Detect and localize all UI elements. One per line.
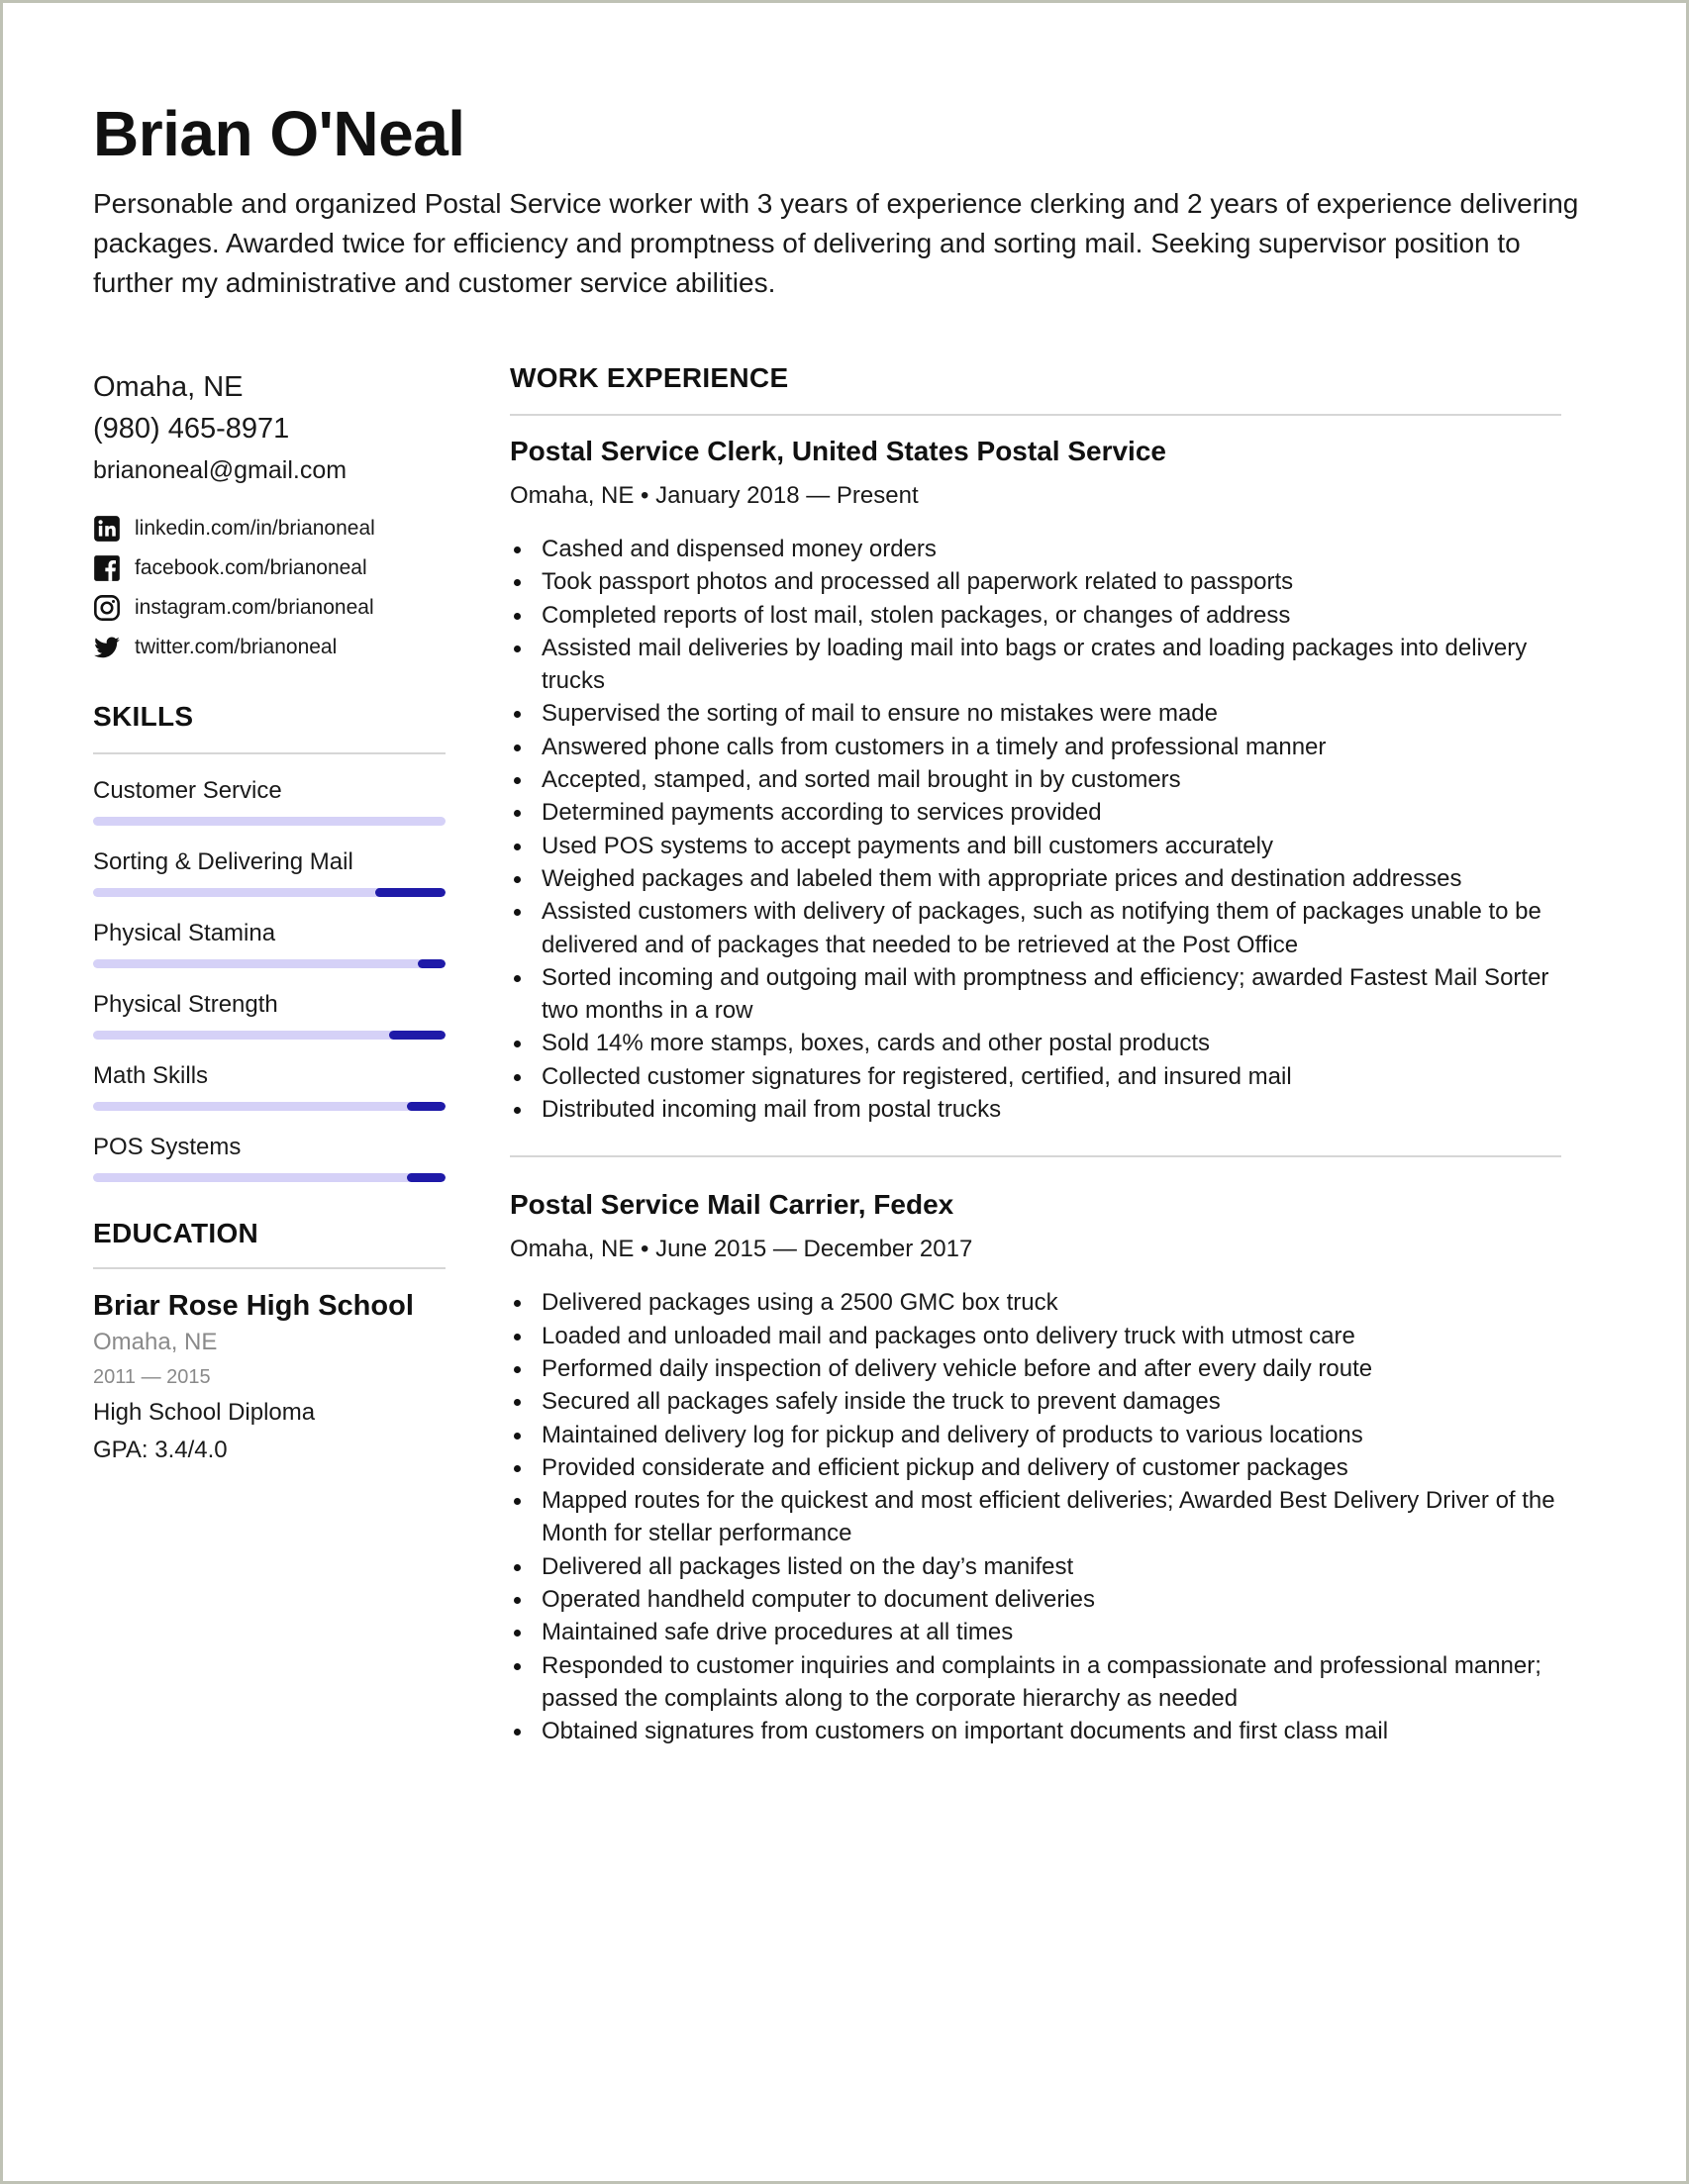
skill-bar-fill bbox=[407, 1173, 446, 1182]
skill-item bbox=[93, 847, 446, 897]
bullet-item: Assisted customers with delivery of packages, such as notifying them of packages unable to be delivered and of packages that needed to be retrieved at the Post Office bbox=[510, 895, 1561, 961]
bullet-item: Weighed packages and labeled them with appropriate prices and destination addresses bbox=[510, 862, 1561, 895]
bullet-item: Delivered packages using a 2500 GMC box truck bbox=[510, 1286, 1561, 1319]
bullet-item: Accepted, stamped, and sorted mail brought in by customers bbox=[510, 763, 1561, 796]
bullet-item: Performed daily inspection of delivery vehicle before and after every daily route bbox=[510, 1352, 1561, 1385]
bullet-item: Completed reports of lost mail, stolen packages, or changes of address bbox=[510, 599, 1561, 632]
skill-bar bbox=[93, 1031, 446, 1040]
social-linkedin[interactable] bbox=[93, 509, 446, 548]
skill-bar-fill bbox=[418, 959, 446, 968]
left-column bbox=[93, 366, 446, 1469]
school-location: Omaha, NE bbox=[93, 1329, 218, 1355]
school-years: 2011 — 2015 bbox=[93, 1366, 211, 1388]
bullet-item: Sold 14% more stamps, boxes, cards and other postal products bbox=[510, 1027, 1561, 1059]
instagram-icon bbox=[93, 594, 121, 622]
skill-label: Math Skills bbox=[93, 1062, 209, 1089]
skills-divider bbox=[93, 752, 446, 754]
social-linkedin-label: linkedin.com/in/brianoneal bbox=[135, 517, 375, 540]
skill-label: Customer Service bbox=[93, 777, 282, 804]
skill-bar bbox=[93, 1173, 446, 1182]
bullet-item: Supervised the sorting of mail to ensure no mistakes were made bbox=[510, 697, 1561, 730]
contact-location: Omaha, NE bbox=[93, 371, 244, 403]
social-instagram-label: instagram.com/brianoneal bbox=[135, 596, 374, 619]
job-bullets bbox=[510, 1286, 1561, 1747]
skill-item bbox=[93, 990, 446, 1040]
bullet-item: Operated handheld computer to document deliveries bbox=[510, 1583, 1561, 1616]
gpa: GPA: 3.4/4.0 bbox=[93, 1437, 228, 1463]
bullet-item: Secured all packages safely inside the truck to prevent damages bbox=[510, 1385, 1561, 1418]
skill-item bbox=[93, 776, 446, 826]
work-experience-heading: WORK EXPERIENCE bbox=[510, 362, 789, 393]
bullet-item: Provided considerate and efficient pickup and delivery of customer packages bbox=[510, 1451, 1561, 1484]
bullet-item: Took passport photos and processed all paperwork related to passports bbox=[510, 565, 1561, 598]
candidate-name: Brian O'Neal bbox=[93, 98, 465, 169]
bullet-item: Delivered all packages listed on the day’s manifest bbox=[510, 1550, 1561, 1583]
twitter-icon bbox=[93, 634, 121, 661]
skill-item bbox=[93, 1133, 446, 1182]
job-divider bbox=[510, 1155, 1561, 1157]
bullet-item: Collected customer signatures for registered, certified, and insured mail bbox=[510, 1060, 1561, 1093]
social-twitter[interactable] bbox=[93, 628, 446, 667]
skill-label: Sorting & Delivering Mail bbox=[93, 848, 353, 875]
skill-bar-fill bbox=[407, 1102, 446, 1111]
contact-phone: (980) 465-8971 bbox=[93, 413, 290, 445]
bullet-item: Distributed incoming mail from postal trucks bbox=[510, 1093, 1561, 1126]
skill-bar-fill bbox=[389, 1031, 446, 1040]
job-title: Postal Service Mail Carrier, Fedex bbox=[510, 1189, 954, 1221]
bullet-item: Maintained delivery log for pickup and delivery of products to various locations bbox=[510, 1419, 1561, 1451]
bullet-item: Obtained signatures from customers on important documents and first class mail bbox=[510, 1715, 1561, 1747]
linkedin-icon bbox=[93, 515, 121, 543]
degree: High School Diploma bbox=[93, 1399, 316, 1426]
skill-bar bbox=[93, 1102, 446, 1111]
bullet-item: Sorted incoming and outgoing mail with promptness and efficiency; awarded Fastest Mail Sorter two months in a row bbox=[510, 961, 1561, 1028]
social-links bbox=[93, 509, 446, 667]
job-meta: Omaha, NE • January 2018 — Present bbox=[510, 482, 919, 509]
social-facebook[interactable] bbox=[93, 548, 446, 588]
bullet-item: Used POS systems to accept payments and bill customers accurately bbox=[510, 830, 1561, 862]
skill-label: POS Systems bbox=[93, 1134, 242, 1160]
job-meta: Omaha, NE • June 2015 — December 2017 bbox=[510, 1236, 973, 1263]
job-title: Postal Service Clerk, United States Postal Service bbox=[510, 436, 1166, 466]
skills-heading: SKILLS bbox=[93, 701, 194, 732]
work-divider bbox=[510, 414, 1561, 416]
skill-bar-fill bbox=[375, 888, 446, 897]
contact-email[interactable]: brianoneal@gmail.com bbox=[93, 456, 348, 484]
facebook-icon bbox=[93, 554, 121, 582]
right-column bbox=[510, 362, 1561, 1748]
education-heading: EDUCATION bbox=[93, 1218, 259, 1248]
job-entry bbox=[510, 1187, 1561, 1747]
job-bullets bbox=[510, 533, 1561, 1126]
social-twitter-label: twitter.com/brianoneal bbox=[135, 636, 338, 658]
summary: Personable and organized Postal Service worker with 3 years of experience clerking and 2 years of experience delivering packages. Awarded twice for efficiency and promptness of delivering and sorting mail. Seeking supervisor position to further my administrative and customer service abilities. bbox=[93, 188, 1579, 298]
bullet-item: Determined payments according to services provided bbox=[510, 796, 1561, 829]
school-name: Briar Rose High School bbox=[93, 1290, 414, 1322]
skill-label: Physical Stamina bbox=[93, 920, 276, 946]
education-divider bbox=[93, 1267, 446, 1269]
bullet-item: Loaded and unloaded mail and packages onto delivery truck with utmost care bbox=[510, 1320, 1561, 1352]
bullet-item: Maintained safe drive procedures at all times bbox=[510, 1616, 1561, 1648]
social-instagram[interactable] bbox=[93, 588, 446, 628]
skill-item bbox=[93, 1061, 446, 1111]
skill-bar bbox=[93, 888, 446, 897]
job-entry bbox=[510, 434, 1561, 1126]
bullet-item: Cashed and dispensed money orders bbox=[510, 533, 1561, 565]
bullet-item: Mapped routes for the quickest and most efficient deliveries; Awarded Best Delivery Driver of the Month for stellar performance bbox=[510, 1484, 1561, 1550]
skill-bar bbox=[93, 959, 446, 968]
skill-item bbox=[93, 919, 446, 968]
skill-label: Physical Strength bbox=[93, 991, 278, 1018]
bullet-item: Responded to customer inquiries and complaints in a compassionate and professional manner; passed the complaints along to the corporate hierarchy as needed bbox=[510, 1649, 1561, 1716]
skill-bar bbox=[93, 817, 446, 826]
social-facebook-label: facebook.com/brianoneal bbox=[135, 556, 367, 579]
bullet-item: Assisted mail deliveries by loading mail into bags or crates and loading packages into delivery trucks bbox=[510, 632, 1561, 698]
bullet-item: Answered phone calls from customers in a timely and professional manner bbox=[510, 731, 1561, 763]
